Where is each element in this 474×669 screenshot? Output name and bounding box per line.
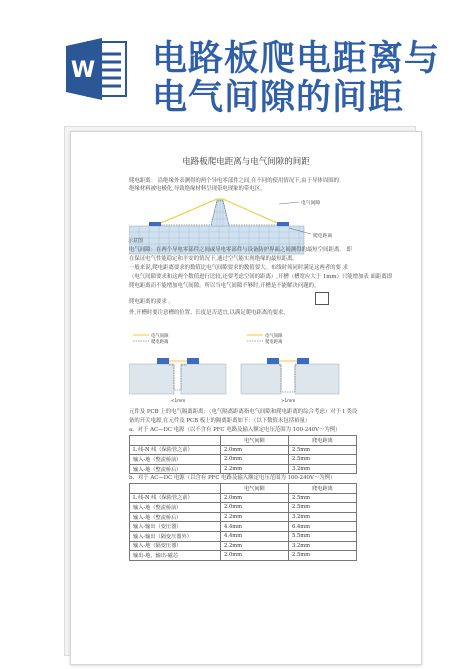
table-row [130, 522, 357, 532]
table-row [130, 551, 357, 561]
table-header-cell: 电气间隙 [221, 484, 289, 494]
fig2b-legend-creepage: 爬电距离 [265, 340, 283, 345]
clearance-line-7: 外,开槽时要注意槽的位置、长度是否适宜,以满足爬电距离的要求。 [129, 310, 289, 316]
table-row [130, 455, 357, 465]
table-cell: 输入-地（整流桥前） [130, 503, 221, 513]
table-cell: 2.5mm [289, 503, 357, 513]
table-row [130, 541, 357, 551]
table-header-cell [130, 484, 221, 494]
table-cell: 2.5mm [289, 445, 357, 455]
spacing-table-a [129, 435, 357, 474]
table-cell: 2.5mm [289, 455, 357, 465]
table-cell: 输出-地、输出-磁芯 [130, 551, 221, 561]
clearance-line-3: 一般来说,爬电距离要求的数值比电气间隙要求的数值要大。布线时须同时满足这两者的要 求 [129, 265, 349, 271]
word-logo-letter: W [70, 58, 96, 83]
table-header-cell: 电气间隙 [221, 436, 289, 446]
table-cell: L 线-N 线（保险管之前） [130, 445, 221, 455]
table-row [130, 512, 357, 522]
fig2-dim-narrow: <1mm [171, 398, 186, 403]
table-cell: 2.0mm [221, 551, 289, 561]
spacing-table-b [129, 483, 357, 561]
clearance-line-6: 爬电距离的要求 。 [129, 299, 174, 305]
clearance-line-1: 电气间隙：在两个导电零部件之间或导电零部件与设备防护界面之间测得的最短空间距离。 即 [129, 247, 352, 253]
slot-diagram [129, 330, 344, 406]
table-row [130, 445, 357, 455]
table-cell: 2.0mm [221, 493, 289, 503]
fig1-clearance-label: 电气间隙 [301, 201, 321, 206]
fig2-legend-creepage: 爬电距离 [151, 340, 169, 345]
page-header [0, 0, 474, 118]
table-header-cell [130, 436, 221, 446]
clearance-line-4: （电气间隙要求和这两个数值进行比较,还要考虑空间的距离）,开槽（槽宽应大于 1mm）只能增加表 面距离即 [129, 274, 393, 280]
table-cell: 2.5mm [289, 493, 357, 503]
table-header-row [130, 436, 357, 446]
intro-line-1: 爬电距离： 沿绝缘外表测得的两个导电零部件之间,在不同的使用情况下,由于导体周围的 [129, 178, 339, 184]
word-doc-icon [66, 36, 128, 102]
table-cell: 5.5mm [289, 531, 357, 541]
table-row [130, 464, 357, 474]
fig2-legend-clearance: 电气间隙 [151, 334, 169, 339]
table-header-cell: 爬电距离 [289, 436, 357, 446]
page-title-line2: 电气间隙的间距 [152, 78, 405, 118]
table-cell: 2.0mm [221, 445, 289, 455]
fig1-creepage-label: 爬电距离 [313, 234, 333, 239]
table-row [130, 531, 357, 541]
table-cell: 输入-地（整流桥后） [130, 512, 221, 522]
table-cell: 输入-输出（变压器） [130, 522, 221, 532]
table-header-row [130, 484, 357, 494]
table-cell: 4.4mm [221, 531, 289, 541]
intro-line-2: 绝缘材料被电极化,导致绝缘材料呈现带电现象的带电区。 [129, 186, 266, 192]
table-cell: L 线-N 线（保险管之前） [130, 493, 221, 503]
table-cell: 2.5mm [289, 551, 357, 561]
table-cell: 6.4mm [289, 522, 357, 532]
table-cell: 2.2mm [221, 541, 289, 551]
page-title-line1: 电路板爬电距离与 [152, 39, 441, 79]
table-cell: 输入-地（隔变压器） [130, 541, 221, 551]
pcb-distance-line-2: 备的开关电源,在元件及 PCB 板上的隔离距离如下：（以下数值未包括裕量） [129, 418, 311, 424]
table-a-intro: a、对于 AC—DC 电源（以不含有 PFC 电路及输入额定电压范围为 100-240V～为例） [129, 427, 341, 433]
table-cell: 2.0mm [221, 503, 289, 513]
table-cell: 输入-地（整流桥后） [130, 464, 221, 474]
pcb-distance-line-1: 元件及 PCB 上的电气隔离距离：（电气隔离距离指电气间隙和爬电距离的综合考虑）对于 I 类设 [129, 409, 358, 415]
inline-image-placeholder [315, 292, 329, 305]
document-page [70, 131, 422, 665]
table-cell: 2.2mm [221, 464, 289, 474]
table-row [130, 503, 357, 513]
table-cell: 2.0mm [221, 455, 289, 465]
table-cell: 输入-地（整流桥前） [130, 455, 221, 465]
fig2b-legend-clearance: 电气间隙 [265, 334, 283, 339]
table-cell: 3.2mm [289, 464, 357, 474]
figure-caption: 示意图 [128, 238, 144, 244]
table-cell: 2.2mm [221, 512, 289, 522]
table-cell: 4.4mm [221, 522, 289, 532]
table-b-intro: b、对于 AC—DC 电源（以含有 PFC 电路及输入额定电压范围为 100-240V～为例） [129, 475, 336, 481]
table-cell: 输入-输出（隔变压器外） [130, 531, 221, 541]
clearance-line-5: 爬电距离而不能增加电气间隙。所以当电气间隙不够时,开槽是不能解决问题的。 [129, 283, 320, 289]
table-row [130, 493, 357, 503]
table-header-cell: 爬电距离 [289, 484, 357, 494]
table-cell: 3.2mm [289, 541, 357, 551]
clearance-line-2: 在保证电气性能稳定和平安的情况下,通过空气能实现绝缘的最短距离。 [129, 256, 298, 262]
table-cell: 3.2mm [289, 512, 357, 522]
document-title: 电路板爬电距离与电气间隙的间距 [182, 157, 310, 167]
fig2-dim-wide: >1mm [281, 398, 296, 403]
